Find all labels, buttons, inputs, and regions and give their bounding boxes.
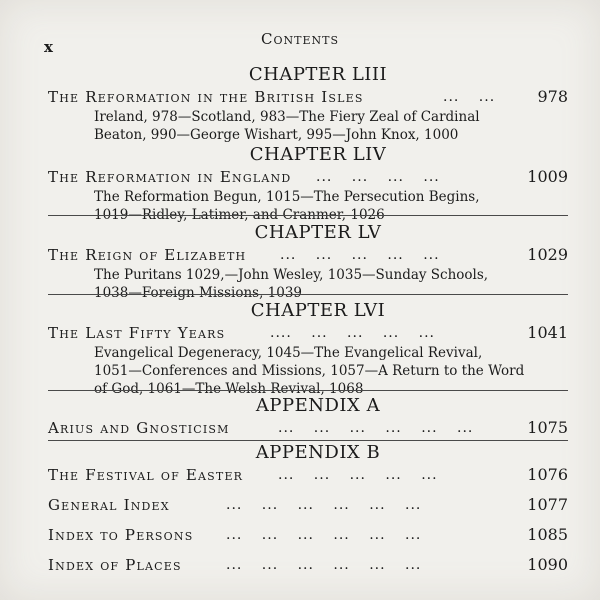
summary-line: of God, 1061—The Welsh Revival, 1068 (94, 381, 364, 397)
chapter-summary (94, 188, 568, 224)
appendix-heading: APPENDIX B (255, 442, 381, 463)
chapter-heading: CHAPTER LIV (249, 144, 387, 165)
entry-title: Index to Persons (48, 526, 194, 544)
section-rule (48, 215, 568, 216)
summary-line: Evangelical Degeneracy, 1045—The Evangelical Revival, (94, 345, 483, 361)
toc-entry[interactable] (48, 322, 568, 344)
toc-entry[interactable] (48, 244, 568, 266)
dot-leaders: ... ... ... ... ... (280, 247, 440, 263)
page-number: 1090 (527, 555, 568, 574)
summary-line: 1051—Conferences and Missions, 1057—A Return to the Word (94, 363, 525, 379)
running-head: Contents (261, 30, 339, 48)
page-number: 1085 (527, 525, 568, 544)
page-number: 1075 (527, 418, 568, 437)
page-folio: x (44, 38, 53, 56)
entry-title: Arius and Gnosticism (48, 419, 230, 437)
entry-title: General Index (48, 496, 170, 514)
section-rule (48, 440, 568, 441)
appendix-heading: APPENDIX A (255, 395, 381, 416)
entry-title: The Reformation in England (48, 168, 292, 186)
entry-title: The Reformation in the British Isles (48, 88, 364, 106)
summary-line: 1038—Foreign Missions, 1039 (94, 285, 303, 301)
chapter-summary (94, 266, 568, 302)
page-number: 978 (537, 87, 568, 106)
entry-title: The Festival of Easter (48, 466, 244, 484)
summary-line: Beaton, 990—George Wishart, 995—John Knox, 1000 (94, 127, 459, 143)
entry-title: The Reign of Elizabeth (48, 246, 247, 264)
section-rule (48, 294, 568, 295)
appendix-a-block (48, 395, 568, 439)
summary-line: Ireland, 978—Scotland, 983—The Fiery Zeal of Cardinal (94, 109, 480, 125)
chapter-heading: CHAPTER LIII (248, 64, 388, 85)
chapter-heading: CHAPTER LV (254, 222, 382, 243)
dot-leaders: ... ... ... ... ... ... (226, 557, 422, 573)
chapter-block-54 (48, 144, 568, 224)
toc-entry[interactable] (48, 554, 568, 576)
toc-entry[interactable] (48, 166, 568, 188)
summary-line: 1019—Ridley, Latimer, and Cranmer, 1026 (94, 207, 385, 223)
page-number: 1041 (527, 323, 568, 342)
dot-leaders: ... ... ... ... ... ... (278, 420, 474, 436)
entry-title: Index of Places (48, 556, 182, 574)
chapter-heading: CHAPTER LVI (250, 300, 386, 321)
chapter-summary (94, 108, 568, 144)
dot-leaders: ... ... ... ... ... ... (226, 527, 422, 543)
dot-leaders: .... ... ... ... ... (270, 325, 436, 341)
dot-leaders: ... ... (443, 89, 496, 105)
dot-leaders: ... ... ... ... (316, 169, 440, 185)
chapter-block-55 (48, 222, 568, 302)
toc-entry[interactable] (48, 417, 568, 439)
page-number: 1076 (527, 465, 568, 484)
toc-entry[interactable] (48, 494, 568, 516)
appendix-b-block (48, 442, 568, 576)
toc-entry[interactable] (48, 524, 568, 546)
page-number: 1077 (527, 495, 568, 514)
page-number: 1029 (527, 245, 568, 264)
dot-leaders: ... ... ... ... ... ... (226, 497, 422, 513)
section-rule (48, 390, 568, 391)
chapter-block-53 (48, 64, 568, 144)
toc-entry[interactable] (48, 86, 568, 108)
summary-line: The Puritans 1029,—John Wesley, 1035—Sunday Schools, (94, 267, 489, 283)
dot-leaders: ... ... ... ... ... (278, 467, 438, 483)
page-number: 1009 (527, 167, 568, 186)
summary-line: The Reformation Begun, 1015—The Persecution Begins, (94, 189, 480, 205)
toc-entry[interactable] (48, 464, 568, 486)
chapter-block-56 (48, 300, 568, 398)
entry-title: The Last Fifty Years (48, 324, 226, 342)
